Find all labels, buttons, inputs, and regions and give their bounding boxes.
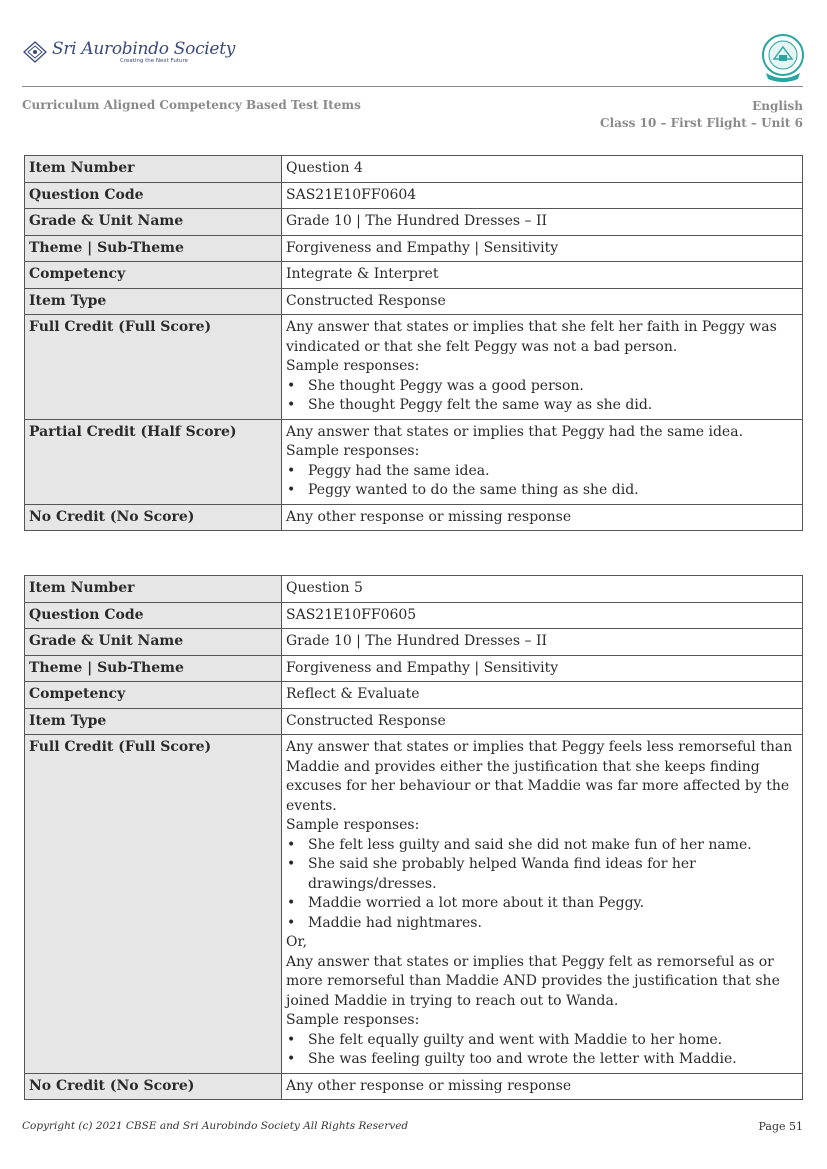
sample-responses-label: Sample responses: xyxy=(286,1012,420,1028)
theme-value: Forgiveness and Empathy | Sensitivity xyxy=(282,235,803,262)
table-row xyxy=(25,576,803,603)
field-label: No Credit (No Score) xyxy=(25,1073,282,1100)
field-label: Question Code xyxy=(25,602,282,629)
list-item: • She thought Peggy felt the same way as she did. xyxy=(286,396,797,416)
cbse-seal-icon xyxy=(760,33,806,83)
table-row xyxy=(25,262,803,289)
competency-value: Integrate & Interpret xyxy=(282,262,803,289)
field-label: Full Credit (Full Score) xyxy=(25,735,282,1074)
grade-unit-value: Grade 10 | The Hundred Dresses – II xyxy=(282,209,803,236)
question-code-value: SAS21E10FF0604 xyxy=(282,182,803,209)
competency-value: Reflect & Evaluate xyxy=(282,682,803,709)
full-credit-value xyxy=(282,735,803,1074)
item-table-question-5 xyxy=(24,575,803,1100)
grade-unit-value: Grade 10 | The Hundred Dresses – II xyxy=(282,629,803,656)
theme-value: Forgiveness and Empathy | Sensitivity xyxy=(282,655,803,682)
table-row xyxy=(25,182,803,209)
list-item: • Peggy had the same idea. xyxy=(286,462,797,482)
table-row xyxy=(25,156,803,183)
sample-responses-list xyxy=(286,836,797,934)
logo-tagline: Creating the Next Future xyxy=(120,58,188,64)
list-item: • Peggy wanted to do the same thing as she did. xyxy=(286,481,797,501)
table-row xyxy=(25,1073,803,1100)
copyright-notice: Copyright (c) 2021 CBSE and Sri Aurobindo Society All Rights Reserved xyxy=(22,1120,409,1132)
no-credit-value: Any other response or missing response xyxy=(282,504,803,531)
list-item: • She said she probably helped Wanda find ideas for her drawings/dresses. xyxy=(286,855,797,894)
sri-aurobindo-society-logo xyxy=(22,36,235,68)
page-number: Page 51 xyxy=(758,1120,803,1133)
table-row xyxy=(25,315,803,420)
table-row xyxy=(25,682,803,709)
logo-name: Sri Aurobindo Society xyxy=(52,39,236,59)
no-credit-value: Any other response or missing response xyxy=(282,1073,803,1100)
field-label: Grade & Unit Name xyxy=(25,629,282,656)
field-label: Partial Credit (Half Score) xyxy=(25,419,282,504)
table-row xyxy=(25,655,803,682)
item-number-value: Question 4 xyxy=(282,156,803,183)
field-label: Competency xyxy=(25,262,282,289)
field-label: Question Code xyxy=(25,182,282,209)
item-table-question-4 xyxy=(24,155,803,531)
subject-info xyxy=(600,98,803,132)
table-row xyxy=(25,602,803,629)
table-row xyxy=(25,288,803,315)
sample-responses-label: Sample responses: xyxy=(286,817,420,833)
field-label: Competency xyxy=(25,682,282,709)
list-item: • Maddie had nightmares. xyxy=(286,914,797,934)
field-label: Theme | Sub-Theme xyxy=(25,235,282,262)
table-row xyxy=(25,504,803,531)
field-label: No Credit (No Score) xyxy=(25,504,282,531)
list-item: • She was feeling guilty too and wrote the letter with Maddie. xyxy=(286,1050,797,1070)
lotus-emblem-icon xyxy=(22,41,48,63)
table-row xyxy=(25,419,803,504)
list-item: • She felt less guilty and said she did not make fun of her name. xyxy=(286,836,797,856)
table-row xyxy=(25,708,803,735)
credit-description: Any answer that states or implies that Peggy feels less remorseful than Maddie and provides either the justification that she keeps finding excuses for her behaviour or that Maddie was far more affected by the events. xyxy=(286,739,793,814)
list-item: • Maddie worried a lot more about it than Peggy. xyxy=(286,894,797,914)
table-row xyxy=(25,735,803,1074)
sample-responses-list xyxy=(286,462,797,501)
document-title: Curriculum Aligned Competency Based Test Items xyxy=(22,98,361,112)
partial-credit-value xyxy=(282,419,803,504)
field-label: Grade & Unit Name xyxy=(25,209,282,236)
subject: English xyxy=(752,99,803,113)
question-code-value: SAS21E10FF0605 xyxy=(282,602,803,629)
item-type-value: Constructed Response xyxy=(282,288,803,315)
full-credit-value xyxy=(282,315,803,420)
item-type-value: Constructed Response xyxy=(282,708,803,735)
header-divider xyxy=(22,86,803,87)
item-number-value: Question 5 xyxy=(282,576,803,603)
class-unit: Class 10 – First Flight – Unit 6 xyxy=(600,116,803,130)
sample-responses-list xyxy=(286,377,797,416)
table-row xyxy=(25,629,803,656)
table-row xyxy=(25,235,803,262)
field-label: Item Type xyxy=(25,288,282,315)
sample-responses-label: Sample responses: xyxy=(286,358,420,374)
list-item: • She thought Peggy was a good person. xyxy=(286,377,797,397)
field-label: Item Number xyxy=(25,156,282,183)
sample-responses-label: Sample responses: xyxy=(286,443,420,459)
credit-description: Any answer that states or implies that she felt her faith in Peggy was vindicated or that she felt Peggy was not a bad person. xyxy=(286,319,777,355)
field-label: Item Type xyxy=(25,708,282,735)
sample-responses-list xyxy=(286,1031,797,1070)
field-label: Theme | Sub-Theme xyxy=(25,655,282,682)
credit-description: Any answer that states or implies that Peggy had the same idea. xyxy=(286,423,744,440)
table-row xyxy=(25,209,803,236)
field-label: Item Number xyxy=(25,576,282,603)
field-label: Full Credit (Full Score) xyxy=(25,315,282,420)
or-label: Or, xyxy=(286,934,308,950)
credit-description-alt: Any answer that states or implies that Peggy felt as remorseful as or more remorseful than Maddie AND provides the justification that she joined Maddie in trying to reach out to Wanda. xyxy=(286,953,780,1009)
list-item: • She felt equally guilty and went with Maddie to her home. xyxy=(286,1031,797,1051)
